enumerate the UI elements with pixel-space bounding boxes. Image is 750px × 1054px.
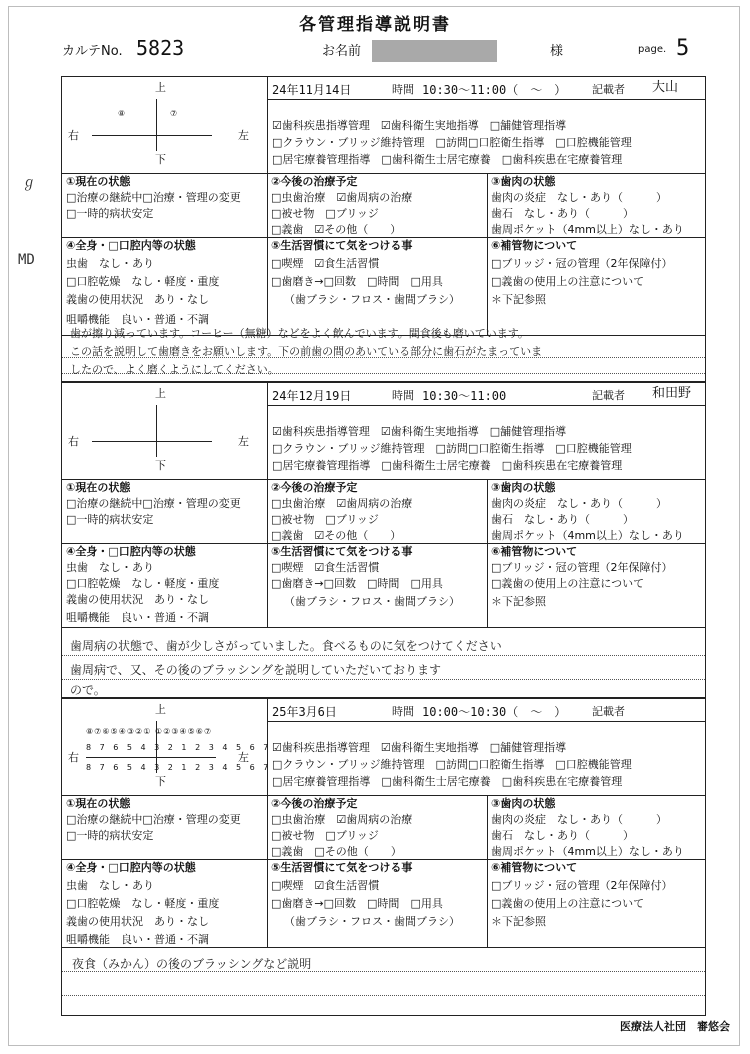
record-date: 24年12月19日 bbox=[272, 389, 352, 403]
gum-pocket: 歯周ポケット（4mm以上）なし・あり bbox=[491, 845, 684, 858]
service-row-3: □居宅療養管理指導 □歯科衛生士居宅療養 □歯科疾患在宅療養管理 bbox=[272, 775, 623, 788]
record-section-2 bbox=[61, 382, 706, 698]
plan-row-3: □義歯 □その他（ ） bbox=[271, 845, 402, 858]
habit-row-2: □歯磨き→□回数 □時間 □用具 bbox=[271, 577, 443, 590]
tooth-chart-upper: ⑧⑦⑥⑤④③②① ①②③④⑤⑥⑦ bbox=[86, 727, 213, 736]
current-items: □治療の継続中□治療・管理の変更 bbox=[66, 191, 241, 204]
lower-label: 下 bbox=[155, 153, 166, 166]
time-label: 時間 bbox=[392, 705, 414, 718]
plan-title: ②今後の治療予定 bbox=[271, 481, 358, 494]
lower-label: 下 bbox=[155, 775, 166, 788]
body-denture: 義歯の使用状況 あり・なし bbox=[66, 593, 209, 606]
current-stable: □一時的病状安定 bbox=[66, 513, 154, 526]
left-label: 左 bbox=[238, 129, 249, 142]
plan-row-2: □被せ物 □ブリッジ bbox=[271, 513, 379, 526]
body-denture: 義歯の使用状況 あり・なし bbox=[66, 915, 209, 928]
prosth-title: ⑥補管物について bbox=[491, 239, 578, 252]
record-time: 10:30〜11:00（ 〜 ） bbox=[422, 83, 567, 97]
service-row-2: □クラウン・ブリッジ維持管理 □訪問□口腔衛生指導 □口腔機能管理 bbox=[272, 758, 632, 771]
body-caries: 虫歯 なし・あり bbox=[66, 561, 154, 574]
page-number: 5 bbox=[676, 36, 690, 61]
prosth-title: ⑥補管物について bbox=[491, 861, 578, 874]
memo-line-1: 歯が擦り減っています。コーヒー（無糖）などをよく飲んでいます。間食後も磨いています。 bbox=[70, 327, 529, 340]
tooth-chart-lower: 8 7 6 5 4 3 2 1 2 3 4 5 6 7 bbox=[86, 763, 272, 772]
current-items: □治療の継続中□治療・管理の変更 bbox=[66, 813, 241, 826]
gum-title: ③歯肉の状態 bbox=[491, 797, 556, 810]
recorder-name: 大山 bbox=[652, 80, 679, 95]
sama-label: 様 bbox=[550, 44, 564, 59]
body-dry: □口腔乾燥 なし・軽度・重度 bbox=[66, 577, 220, 590]
body-chew: 咀嚼機能 良い・普通・不調 bbox=[66, 933, 209, 946]
current-stable: □一時的病状安定 bbox=[66, 207, 154, 220]
name-label: お名前 bbox=[322, 44, 362, 59]
service-row-3: □居宅療養管理指導 □歯科衛生士居宅療養 □歯科疾患在宅療養管理 bbox=[272, 153, 623, 166]
current-items: □治療の継続中□治療・管理の変更 bbox=[66, 497, 241, 510]
prosth-row-2: □義歯の使用上の注意について bbox=[491, 577, 645, 590]
habit-row-2: □歯磨き→□回数 □時間 □用具 bbox=[271, 897, 443, 910]
plan-row-2: □被せ物 □ブリッジ bbox=[271, 829, 379, 842]
gum-calculus: 歯石 なし・あり（ ） bbox=[491, 513, 634, 526]
clinic-name: 医療法人社団 審悠会 bbox=[620, 1020, 730, 1033]
service-row-1: ☑歯科疾患指導管理 ☑歯科衛生実地指導 □舗健管理指導 bbox=[272, 425, 567, 438]
plan-row-1: □虫歯治療 ☑歯周病の治療 bbox=[271, 497, 413, 510]
record-date: 25年3月6日 bbox=[272, 705, 337, 719]
body-title: ④全身・□口腔内等の状態 bbox=[66, 861, 196, 874]
memo-line-3: したので、よく磨くようにしてください。 bbox=[70, 363, 279, 376]
body-dry: □口腔乾燥 なし・軽度・重度 bbox=[66, 897, 220, 910]
page-label: page. bbox=[638, 44, 667, 55]
margin-mark-top: ℊ bbox=[22, 175, 36, 191]
habit-row-3: （歯ブラシ・フロス・歯間ブラシ） bbox=[284, 915, 460, 928]
plan-title: ②今後の治療予定 bbox=[271, 175, 358, 188]
prosth-row-3: ＊下記参照 bbox=[491, 595, 546, 608]
body-title: ④全身・□口腔内等の状態 bbox=[66, 545, 196, 558]
karte-label: カルテNo. bbox=[62, 44, 123, 59]
prosth-row-3: ＊下記参照 bbox=[491, 915, 546, 928]
current-title: ①現在の状態 bbox=[66, 175, 131, 188]
memo-line-2: この話を説明して歯磨きをお願いします。下の前歯の間のあいている部分に歯石がたまっていま bbox=[70, 345, 543, 358]
memo-line-1: 夜食（みかん）の後のブラッシングなど説明 bbox=[72, 957, 312, 971]
body-caries: 虫歯 なし・あり bbox=[66, 879, 154, 892]
record-time: 10:00〜10:30（ 〜 ） bbox=[422, 705, 567, 719]
service-row-1: ☑歯科疾患指導管理 ☑歯科衛生実地指導 □舗健管理指導 bbox=[272, 119, 567, 132]
service-row-1: ☑歯科疾患指導管理 ☑歯科衛生実地指導 □舗健管理指導 bbox=[272, 741, 567, 754]
prosth-row-1: □ブリッジ・冠の管理（2年保障付） bbox=[491, 257, 673, 270]
memo-line-1: 歯周病の状態で、歯が少しさがっていました。食べるものに気をつけてください bbox=[70, 639, 502, 653]
plan-row-3: □義歯 ☑その他（ ） bbox=[271, 223, 402, 236]
gum-inflammation: 歯肉の炎症 なし・あり（ ） bbox=[491, 191, 667, 204]
current-title: ①現在の状態 bbox=[66, 797, 131, 810]
right-label: 右 bbox=[68, 129, 79, 142]
gum-pocket: 歯周ポケット（4mm以上）なし・あり bbox=[491, 529, 684, 542]
body-chew: 咀嚼機能 良い・普通・不調 bbox=[66, 611, 209, 624]
gum-inflammation: 歯肉の炎症 なし・あり（ ） bbox=[491, 497, 667, 510]
habit-row-1: □喫煙 ☑食生活習慣 bbox=[271, 879, 380, 892]
left-label: 左 bbox=[238, 751, 249, 764]
current-stable: □一時的病状安定 bbox=[66, 829, 154, 842]
plan-row-3: □義歯 ☑その他（ ） bbox=[271, 529, 402, 542]
time-label: 時間 bbox=[392, 389, 414, 402]
margin-mark-bottom: MD bbox=[18, 252, 35, 268]
upper-label: 上 bbox=[155, 703, 166, 716]
habit-title: ⑤生活習慣にて気をつける事 bbox=[271, 239, 413, 252]
habit-row-2: □歯磨き→□回数 □時間 □用具 bbox=[271, 275, 443, 288]
upper-label: 上 bbox=[155, 387, 166, 400]
current-title: ①現在の状態 bbox=[66, 481, 131, 494]
tooth-chart-mid: 8 7 6 5 4 3 2 1 2 3 4 5 6 7 bbox=[86, 743, 272, 752]
prosth-row-1: □ブリッジ・冠の管理（2年保障付） bbox=[491, 561, 673, 574]
left-label: 左 bbox=[238, 435, 249, 448]
body-denture: 義歯の使用状況 あり・なし bbox=[66, 293, 209, 306]
record-section-3 bbox=[61, 698, 706, 1016]
body-chew: 咀嚼機能 良い・普通・不調 bbox=[66, 313, 209, 326]
recorder-label: 記載者 bbox=[592, 389, 625, 402]
prosth-row-1: □ブリッジ・冠の管理（2年保障付） bbox=[491, 879, 673, 892]
gum-calculus: 歯石 なし・あり（ ） bbox=[491, 829, 634, 842]
document-title: 各管理指導説明書 bbox=[299, 15, 451, 35]
recorder-name: 和田野 bbox=[652, 386, 692, 401]
body-caries: 虫歯 なし・あり bbox=[66, 257, 154, 270]
habit-row-1: □喫煙 ☑食生活習慣 bbox=[271, 561, 380, 574]
service-row-2: □クラウン・ブリッジ維持管理 □訪問□口腔衛生指導 □口腔機能管理 bbox=[272, 442, 632, 455]
service-row-3: □居宅療養管理指導 □歯科衛生士居宅療養 □歯科疾患在宅療養管理 bbox=[272, 459, 623, 472]
habit-row-1: □喫煙 ☑食生活習慣 bbox=[271, 257, 380, 270]
recorder-label: 記載者 bbox=[592, 705, 625, 718]
record-section-1: 上 下 右 左 ⑧ ⑦ 24年11月14日 時間 10:30〜11:00（ 〜 ） 記載者 大山 ☑歯科疾患指導管理 ☑歯科衛生実地指導 □舗健管理指導 □クラウン・ブリッジ維持管理 □訪問□口腔衛生指導 □口腔機能管理 □居宅療養管理指導 □歯科衛生士居宅療養 □歯科疾患在宅療養管理 ①現在の状態 □治療の継続中□治療・管理の変更 □一時的病状安定 ②今後の治療予定 □虫歯治療 ☑歯周病の治療 □被せ物 □ブリッジ □義歯 ☑その他（ ） ③歯肉の状態 歯肉の炎症 なし・あり（ ） 歯石 なし・あり（ ） 歯周ポケット（4mm以上）なし・あり ④全身・□口腔内等の状態 虫歯 なし・あり □口腔乾燥 なし・軽度・重度 義歯の使用状況 あり・なし 咀嚼機能 良い・普通・不調 ⑤生活習慣にて気をつける事 □喫煙 ☑食生活習慣 □歯磨き→□回数 □時間 □用具 （歯ブラシ・フロス・歯間ブラシ） ⑥補管物について □ブリッジ・冠の管理（2年保障付） □義歯の使用上の注意について ＊下記参照 歯が擦り減っています。コーヒー（無糖）などをよく飲んでいます。間食後も磨いています。 この話を説明して歯磨きをお願いします。下の前歯の間のあいている部分に歯石がたまっていま したので、よく磨くようにしてください。 bbox=[61, 76, 706, 382]
memo-line-3: ので。 bbox=[70, 683, 106, 697]
right-label: 右 bbox=[68, 751, 79, 764]
gum-title: ③歯肉の状態 bbox=[491, 481, 556, 494]
plan-row-1: □虫歯治療 ☑歯周病の治療 bbox=[271, 813, 413, 826]
prosth-row-2: □義歯の使用上の注意について bbox=[491, 275, 645, 288]
prosth-row-3: ＊下記参照 bbox=[491, 293, 546, 306]
gum-inflammation: 歯肉の炎症 なし・あり（ ） bbox=[491, 813, 667, 826]
habit-title: ⑤生活習慣にて気をつける事 bbox=[271, 861, 413, 874]
prosth-row-2: □義歯の使用上の注意について bbox=[491, 897, 645, 910]
karte-number: 5823 bbox=[136, 36, 185, 60]
habit-row-3: （歯ブラシ・フロス・歯間ブラシ） bbox=[284, 595, 460, 608]
memo-line-2: 歯周病で、又、その後のブラッシングを説明していただいております bbox=[70, 663, 441, 677]
record-time: 10:30〜11:00 bbox=[422, 389, 507, 403]
body-dry: □口腔乾燥 なし・軽度・重度 bbox=[66, 275, 220, 288]
lower-label: 下 bbox=[155, 459, 166, 472]
record-date: 24年11月14日 bbox=[272, 83, 352, 97]
upper-label: 上 bbox=[155, 81, 166, 94]
habit-row-3: （歯ブラシ・フロス・歯間ブラシ） bbox=[284, 293, 460, 306]
redacted-name bbox=[372, 40, 497, 62]
recorder-label: 記載者 bbox=[592, 83, 625, 96]
plan-row-2: □被せ物 □ブリッジ bbox=[271, 207, 379, 220]
time-label: 時間 bbox=[392, 83, 414, 96]
habit-title: ⑤生活習慣にて気をつける事 bbox=[271, 545, 413, 558]
service-row-2: □クラウン・ブリッジ維持管理 □訪問□口腔衛生指導 □口腔機能管理 bbox=[272, 136, 632, 149]
gum-calculus: 歯石 なし・あり（ ） bbox=[491, 207, 634, 220]
plan-row-1: □虫歯治療 ☑歯周病の治療 bbox=[271, 191, 413, 204]
right-label: 右 bbox=[68, 435, 79, 448]
prosth-title: ⑥補管物について bbox=[491, 545, 578, 558]
plan-title: ②今後の治療予定 bbox=[271, 797, 358, 810]
gum-pocket: 歯周ポケット（4mm以上）なし・あり bbox=[491, 223, 684, 236]
body-title: ④全身・□口腔内等の状態 bbox=[66, 239, 196, 252]
gum-title: ③歯肉の状態 bbox=[491, 175, 556, 188]
